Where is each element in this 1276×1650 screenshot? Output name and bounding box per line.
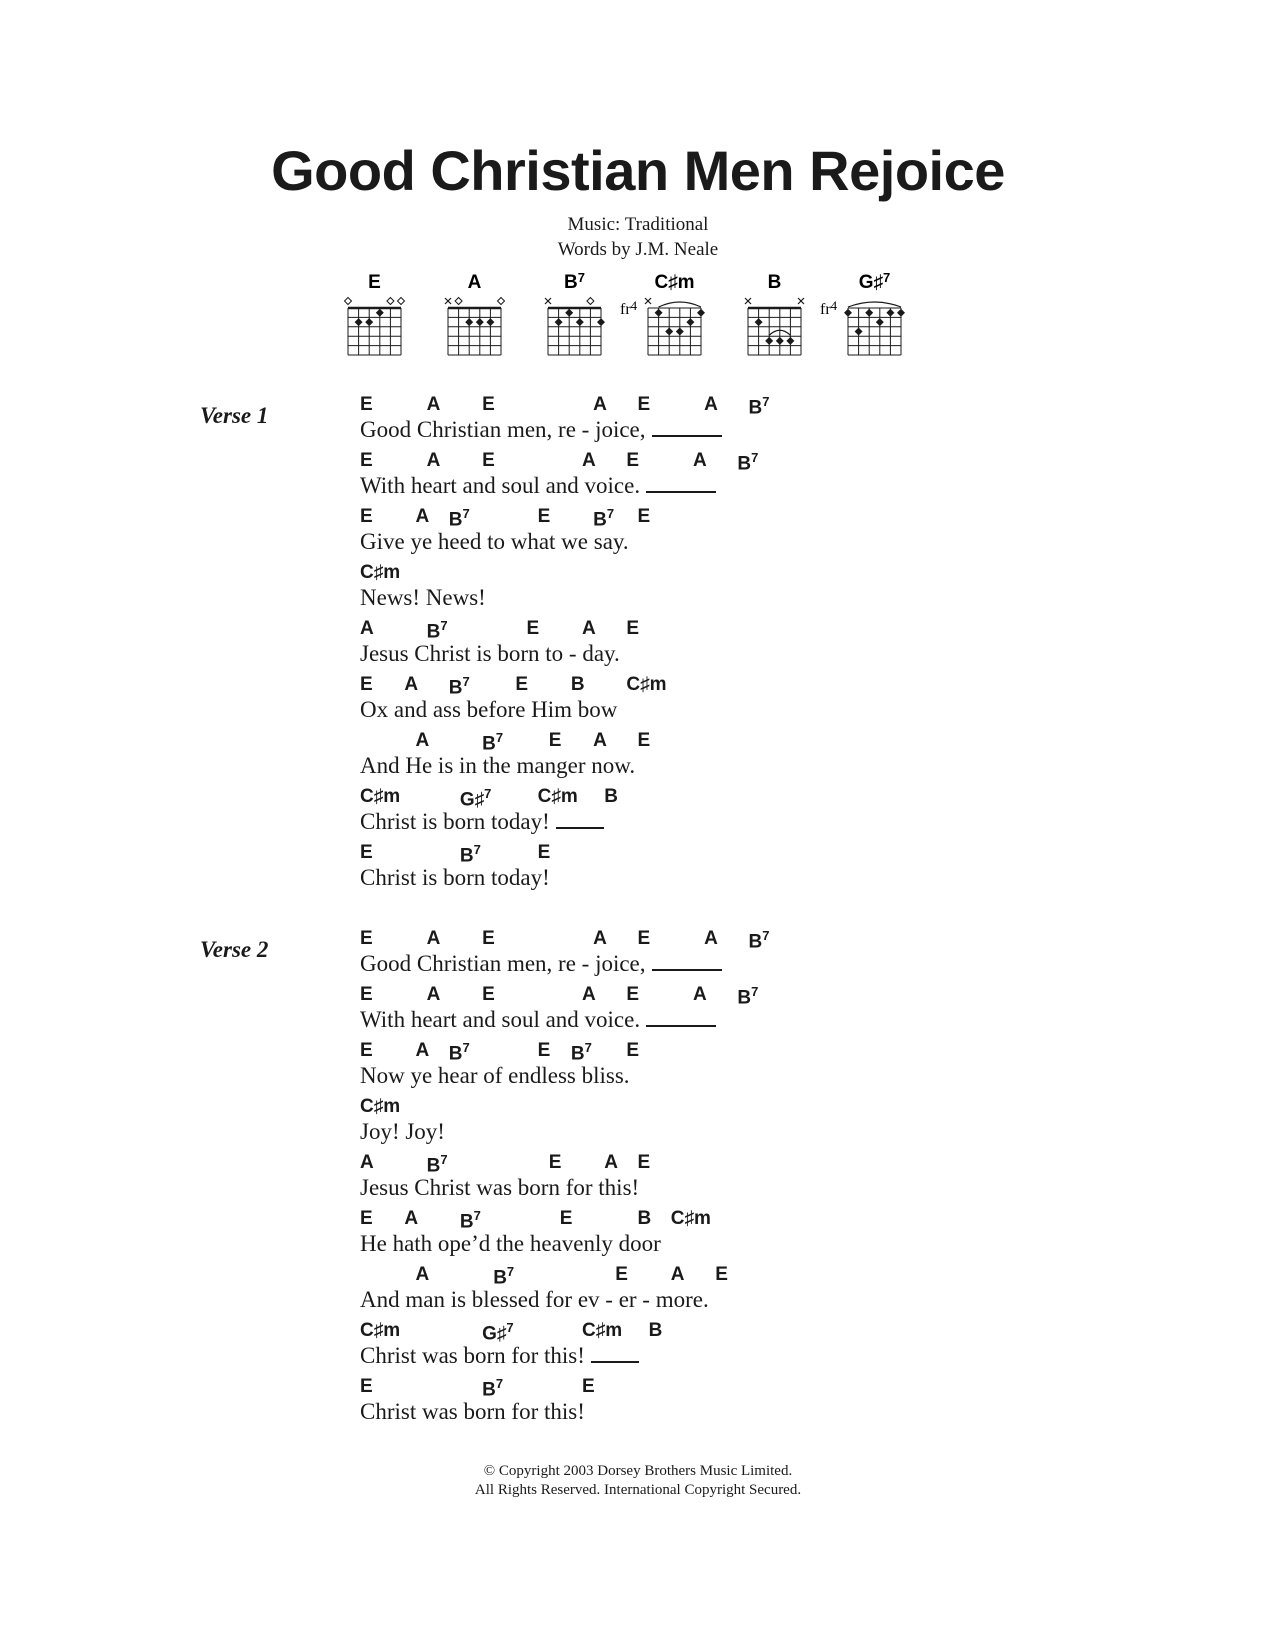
finger-dot [765,337,773,345]
finger-dot [676,328,684,336]
finger-dot [565,309,573,317]
lyric-text [360,586,960,610]
chord-symbol: A [582,618,596,639]
lyric-text [360,530,960,554]
chord-row [360,1208,960,1232]
chord-diagrams [0,270,1276,370]
chord-symbol: $B^7$ [448,1040,470,1065]
chord-symbol: $B^7$ [459,842,481,867]
song-title: Good Christian Men Rejoice [271,139,1005,202]
chord-symbol: E [360,1376,373,1397]
lyric-text [360,1288,960,1312]
open-string-marker [587,298,594,305]
chord-symbol: E [360,394,373,415]
chord-symbol: E [515,674,529,695]
chord-row [360,1264,960,1288]
extender-line [652,967,722,971]
fret-label: $fr^4$ [620,298,638,318]
chord-row [360,730,960,754]
chord-row [360,618,960,642]
chord-symbol: $B^7$ [748,394,770,419]
verse-2 [360,928,960,1432]
extender-line [646,1023,716,1027]
lyric-text [360,810,960,834]
chord-symbol: A [360,1152,374,1173]
lyric-line [360,1096,960,1152]
finger-dot [465,318,473,326]
finger-dot [597,318,605,326]
lyric-text [360,1344,960,1368]
lyric-line [360,1040,960,1096]
chord-symbol: A [693,450,707,471]
finger-dot [555,318,563,326]
lyric-line [360,674,960,730]
lyric-line [360,928,960,984]
chord-diagram-name: E [368,272,381,293]
verse-1-label: Verse 1 [200,403,269,428]
lyric-words: Give ye heed to what we say. [360,529,629,554]
finger-dot [776,337,784,345]
chord-symbol: C♯m [582,1320,623,1341]
chord-symbol: A [415,1040,430,1061]
lyric-words: Now ye hear of endless bliss. [360,1063,630,1088]
chord-symbol: E [526,618,540,639]
open-string-marker [387,298,394,305]
lyric-text [360,1176,960,1200]
chord-symbol: C♯m [537,786,578,807]
lyric-words: Good Christian men, re - joice, [360,951,646,976]
chord-row [360,1152,960,1176]
chord-symbol: A [426,450,441,471]
lyric-line [360,730,960,786]
lyric-words: Christ is born today! [360,865,550,890]
chord-symbol: $B^7$ [737,984,759,1009]
chord-symbol: E [360,984,373,1005]
lyric-line [360,1264,960,1320]
finger-dot [755,318,763,326]
chord-symbol: E [482,394,495,415]
lyric-words: Christ is born today! [360,809,550,834]
chord-symbol: $B^7$ [459,1208,481,1233]
lyric-words: Jesus Christ was born for this! [360,1175,640,1200]
chord-symbol: A [593,730,607,751]
chord-row [360,1320,960,1344]
chord-symbol: E [626,450,640,471]
words-credit: Words by J.M. Neale [557,239,719,260]
chord-symbol: A [426,928,441,949]
lyric-line [360,1152,960,1208]
chord-symbol: B [648,1320,663,1341]
chord-symbol: E [715,1264,728,1285]
chord-symbol: B [570,674,585,695]
lyric-words: News! News! [360,585,486,610]
chord-symbol: A [415,1264,430,1285]
finger-dot [876,318,884,326]
finger-dot [655,309,663,317]
copyright-notice [0,1462,1276,1500]
finger-dot [897,309,905,317]
lyric-text [360,952,960,976]
lyric-line [360,450,960,506]
chord-symbol: E [626,984,640,1005]
finger-dot [844,309,852,317]
chord-symbol: E [548,730,562,751]
lyric-words: Good Christian men, re - joice, [360,417,646,442]
chord-symbol: G♯$^7$ [482,1320,514,1345]
chord-symbol: E [360,1040,373,1061]
chord-symbol: E [360,450,373,471]
lyric-text [360,1008,960,1032]
lyric-line [360,394,960,450]
lyric-line [360,842,960,898]
barre-arc [659,302,701,307]
chord-symbol: E [360,1208,373,1229]
chord-symbol: A [582,450,596,471]
chord-row [360,674,960,698]
chord-symbol: E [482,928,495,949]
chord-row [360,786,960,810]
lyric-words: With heart and soul and voice. [360,1007,641,1032]
lyric-line [360,1320,960,1376]
chord-symbol: E [360,842,373,863]
chord-symbol: E [537,506,551,527]
chord-row [360,1096,960,1120]
chord-symbol: $B^7$ [448,506,470,531]
lyric-line [360,1376,960,1432]
open-string-marker [455,298,462,305]
chord-diagram-name: A [467,272,482,293]
chord-symbol: E [582,1376,595,1397]
chord-symbol: $B^7$ [482,1376,504,1401]
chord-symbol: E [537,1040,551,1061]
lyric-words: Joy! Joy! [360,1119,445,1144]
extender-line [556,825,604,829]
chord-symbol: E [482,450,495,471]
extender-line [646,489,716,493]
chord-symbol: G♯$^7$ [459,786,492,811]
chord-row [360,1376,960,1400]
chord-row [360,450,960,474]
finger-dot [665,328,673,336]
chord-symbol: A [415,730,430,751]
lyric-line [360,618,960,674]
finger-dot [355,318,363,326]
chord-symbol: E [360,506,373,527]
chord-symbol: C♯m [626,674,667,695]
lyric-line [360,506,960,562]
chord-symbol: E [637,730,651,751]
chord-symbol: $B^7$ [748,928,770,953]
lyric-words: With heart and soul and voice. [360,473,641,498]
lyric-text [360,1232,960,1256]
finger-dot [486,318,494,326]
chord-symbol: E [626,618,640,639]
chord-symbol: A [415,506,430,527]
lyric-line [360,562,960,618]
chord-symbol: $B^7$ [493,1264,515,1289]
finger-dot [365,318,373,326]
chord-symbol: E [626,1040,640,1061]
lyric-text [360,418,960,442]
lyric-words: Christ was born for this! [360,1343,585,1368]
chord-symbol: C♯m [360,786,401,807]
barre-arc [848,302,901,307]
chord-symbol: C♯m [360,1096,401,1117]
chord-symbol: $B^7$ [593,506,615,531]
chord-symbol: E [637,506,651,527]
finger-dot [576,318,584,326]
chord-symbol: A [360,618,374,639]
open-string-marker [398,298,405,305]
chord-symbol: A [693,984,707,1005]
open-string-marker [498,298,505,305]
lyric-words: Christ was born for this! [360,1399,585,1424]
finger-dot [686,318,694,326]
chord-symbol: B [637,1208,652,1229]
credits [0,212,1276,262]
extender-line [652,433,722,437]
lyric-text [360,698,960,722]
lyric-text [360,866,960,890]
chord-symbol: A [593,394,607,415]
chord-row [360,984,960,1008]
chord-symbol: C♯m [360,1320,401,1341]
lyric-line [360,1208,960,1264]
lyric-words: Jesus Christ is born to - day. [360,641,620,666]
chord-symbol: $B^7$ [426,1152,448,1177]
chord-diagram-name: $B^7$ [564,270,585,293]
chord-symbol: A [704,928,718,949]
chord-row [360,1040,960,1064]
chord-symbol: A [404,1208,419,1229]
chord-symbol: $B^7$ [426,618,448,643]
chord-symbol: A [404,674,419,695]
chord-symbol: A [670,1264,685,1285]
finger-dot [376,309,384,317]
chord-diagram-name: B [767,272,782,293]
verse-2-label: Verse 2 [200,937,269,962]
chord-symbol: A [426,394,441,415]
extender-line [591,1359,639,1363]
chord-symbol: A [704,394,718,415]
chord-symbol: $B^7$ [737,450,759,475]
chord-symbol: $B^7$ [448,674,470,699]
open-string-marker [345,298,352,305]
chord-symbol: B [604,786,618,807]
chord-symbol: A [426,984,441,1005]
copyright-line-2: All Rights Reserved. International Copyright Secured. [474,1482,802,1498]
chord-symbol: A [604,1152,618,1173]
chord-symbol: C♯m [670,1208,711,1229]
lyric-line [360,984,960,1040]
chord-symbol: C♯m [360,562,401,583]
chord-diagram-name: G♯$^7$ [858,270,891,293]
lyric-words: He hath ope’d the heavenly door [360,1231,661,1256]
chord-symbol: E [360,928,373,949]
chord-row [360,842,960,866]
fret-label: $fr^4$ [820,298,838,318]
chord-symbol: E [637,928,651,949]
music-credit: Music: Traditional [567,214,709,235]
finger-dot [476,318,484,326]
chord-symbol: E [482,984,495,1005]
chord-symbol: E [615,1264,628,1285]
verse-1 [360,394,960,898]
finger-dot [865,309,873,317]
finger-dot [697,309,705,317]
lyric-words: And He is in the manger now. [360,753,636,778]
chord-row [360,928,960,952]
lyric-text [360,474,960,498]
chord-row [360,394,960,418]
chord-symbol: $B^7$ [482,730,504,755]
chord-symbol: E [637,394,651,415]
chord-symbol: E [548,1152,562,1173]
chord-symbol: E [360,674,373,695]
lyric-text [360,642,960,666]
finger-dot [786,337,794,345]
lyric-text [360,754,960,778]
chord-symbol: $B^7$ [570,1040,592,1065]
lyric-text [360,1400,960,1424]
chord-symbol: E [637,1152,651,1173]
chord-symbol: E [559,1208,573,1229]
chord-symbol: A [582,984,596,1005]
lyric-words: And man is blessed for ev - er - more. [360,1287,709,1312]
copyright-line-1: © Copyright 2003 Dorsey Brothers Music Limited. [483,1463,793,1479]
chord-row [360,506,960,530]
chord-row [360,562,960,586]
lyric-text [360,1120,960,1144]
lyric-words: Ox and ass before Him bow [360,697,618,722]
finger-dot [855,328,863,336]
lyric-text [360,1064,960,1088]
finger-dot [886,309,894,317]
chord-diagram-name: C♯m [654,272,695,293]
lyric-line [360,786,960,842]
chord-symbol: E [537,842,551,863]
chord-symbol: A [593,928,607,949]
